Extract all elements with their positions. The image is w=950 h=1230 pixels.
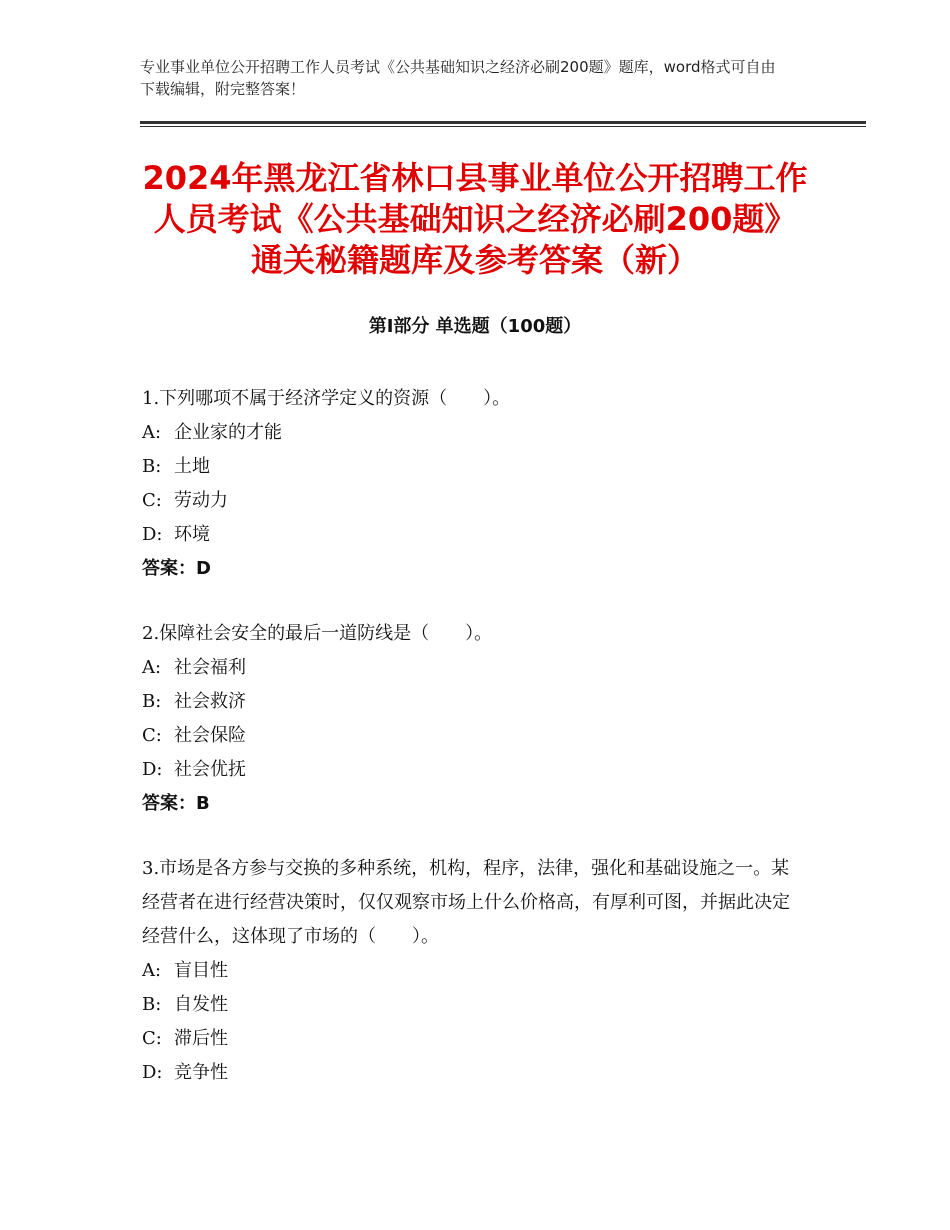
- option-text: 社会优抚: [174, 759, 246, 780]
- question-stem: 1.下列哪项不属于经济学定义的资源（ ）。: [142, 388, 511, 409]
- option-d: [142, 518, 822, 552]
- option-c: [142, 484, 822, 518]
- option-letter: A:: [142, 657, 162, 678]
- option-letter: D:: [142, 759, 163, 780]
- question-2: [142, 617, 822, 821]
- question-3: [142, 852, 822, 1090]
- option-b: [142, 685, 822, 719]
- option-text: 环境: [174, 524, 210, 545]
- option-letter: A:: [142, 960, 162, 981]
- option-d: [142, 1056, 822, 1090]
- question-list: [142, 382, 822, 1121]
- option-text: 自发性: [174, 994, 228, 1015]
- option-text: 滞后性: [174, 1028, 228, 1049]
- option-letter: C:: [142, 490, 162, 511]
- answer: 答案：D: [142, 558, 211, 579]
- option-letter: B:: [142, 456, 162, 477]
- option-c: [142, 719, 822, 753]
- option-text: 盲目性: [174, 960, 228, 981]
- option-text: 社会救济: [174, 691, 246, 712]
- option-letter: C:: [142, 1028, 162, 1049]
- question-stem: 2.保障社会安全的最后一道防线是（ ）。: [142, 623, 493, 644]
- option-letter: C:: [142, 725, 162, 746]
- option-d: [142, 753, 822, 787]
- option-b: [142, 450, 822, 484]
- document-title: 2024年黑龙江省林口县事业单位公开招聘工作人员考试《公共基础知识之经济必刷200题》通关秘籍题库及参考答案（新）: [142, 159, 808, 279]
- option-text: 劳动力: [174, 490, 228, 511]
- option-text: 社会福利: [174, 657, 246, 678]
- section-title: 第Ⅰ部分 单选题（100题）: [368, 316, 582, 337]
- option-letter: A:: [142, 422, 162, 443]
- header-rule-thick: [140, 121, 866, 124]
- header-note: 专业事业单位公开招聘工作人员考试《公共基础知识之经济必刷200题》题库，word格式可自由下载编辑，附完整答案！: [140, 58, 776, 98]
- option-c: [142, 1022, 822, 1056]
- option-text: 社会保险: [174, 725, 246, 746]
- header-rule-thin: [140, 126, 866, 127]
- option-text: 企业家的才能: [174, 422, 282, 443]
- option-a: [142, 954, 822, 988]
- question-stem: 3.市场是各方参与交换的多种系统，机构，程序，法律，强化和基础设施之一。某经营者在进行经营决策时，仅仅观察市场上什么价格高，有厚利可图，并据此决定经营什么，这体现了市场的（ ）。: [142, 858, 790, 947]
- option-letter: D:: [142, 524, 163, 545]
- option-letter: D:: [142, 1062, 163, 1083]
- option-letter: B:: [142, 994, 162, 1015]
- option-text: 竞争性: [174, 1062, 228, 1083]
- question-1: [142, 382, 822, 586]
- answer: 答案：B: [142, 793, 210, 814]
- option-letter: B:: [142, 691, 162, 712]
- option-text: 土地: [174, 456, 210, 477]
- option-b: [142, 988, 822, 1022]
- option-a: [142, 416, 822, 450]
- option-a: [142, 651, 822, 685]
